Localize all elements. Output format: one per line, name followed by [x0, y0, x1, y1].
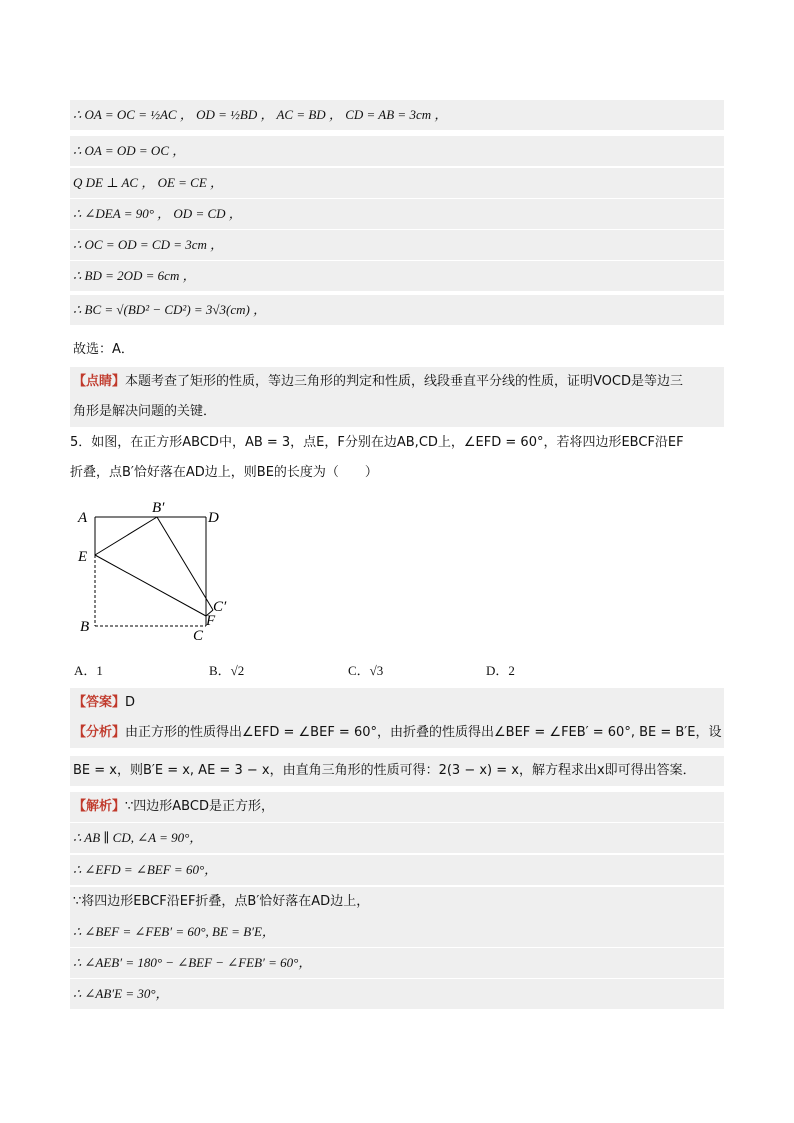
proof-line-4: ∴ ∠DEA = 90° ， OD = CD ，	[70, 199, 724, 229]
analysis-tag: 【分析】	[73, 725, 126, 740]
remark-line-1	[70, 367, 724, 397]
option-d[interactable]: D．2	[486, 663, 515, 678]
analysis-text-1: 由正方形的性质得出∠EFD = ∠BEF = 60°，由折叠的性质得出∠BEF = ∠FEB′ = 60°, BE = B′E，设	[125, 725, 722, 740]
question-line-1: 5．如图，在正方形ABCD中，AB = 3，点E，F分别在边AB,CD上，∠EFD = 60°，若将四边形EBCF沿EF	[70, 435, 684, 450]
option-a[interactable]: A．1	[74, 663, 103, 678]
proof-line-2: ∴ OA = OD = OC ，	[70, 136, 724, 166]
solution-text-1: ∵四边形ABCD是正方形，	[125, 799, 274, 814]
label-d: D	[208, 510, 219, 526]
solution-line-3: ∴ ∠EFD = ∠BEF = 60°，	[70, 855, 724, 885]
solution-line-7: ∴ ∠AB′E = 30°，	[70, 979, 724, 1009]
solution-line-1	[70, 792, 724, 822]
answer-value: D	[125, 695, 136, 710]
segment-ef	[95, 555, 206, 616]
solution-line-5: ∴ ∠BEF = ∠FEB′ = 60°, BE = B′E，	[70, 917, 724, 947]
remark-text-1: 本题考查了矩形的性质，等边三角形的判定和性质，线段垂直平分线的性质，证明VOCD是等边三	[125, 374, 684, 389]
solution-tag: 【解析】	[73, 799, 126, 814]
analysis-line-2: BE = x，则B′E = x, AE = 3 − x，由直角三角形的性质可得：2(3 − x) = x，解方程求出x即可得出答案．	[70, 756, 724, 786]
analysis-line-1	[70, 718, 724, 748]
label-b: B	[80, 619, 90, 635]
option-b[interactable]: B．√2	[209, 663, 245, 678]
proof-line-3: Q DE ⊥ AC ， OE = CE ，	[70, 168, 724, 198]
remark-line-2: 角形是解决问题的关键．	[70, 397, 724, 427]
solution-line-6: ∴ ∠AEB′ = 180° − ∠BEF − ∠FEB′ = 60°，	[70, 948, 724, 978]
solution-line-4: ∵将四边形EBCF沿EF折叠，点B′恰好落在AD边上，	[70, 887, 724, 917]
question-line-2: 折叠，点B′恰好落在AD边上，则BE的长度为（ ）	[70, 465, 378, 480]
label-b-prime: B′	[152, 500, 165, 516]
segment-eb-prime	[95, 517, 157, 555]
label-c-prime: C′	[213, 599, 227, 615]
proof-line-6: ∴ BD = 2OD = 6cm ，	[70, 261, 724, 291]
option-c[interactable]: C．√3	[348, 663, 384, 678]
label-f: F	[206, 613, 216, 629]
remark-tag: 【点睛】	[73, 374, 126, 389]
answer-tag: 【答案】	[73, 695, 126, 710]
geometry-figure	[70, 500, 240, 650]
solution-line-2: ∴ AB ∥ CD, ∠A = 90°，	[70, 823, 724, 853]
options-row	[74, 660, 674, 684]
label-e: E	[78, 549, 88, 565]
segment-b-prime-c-prime	[157, 517, 213, 610]
proof-line-7: ∴ BC = √(BD² − CD²) = 3√3(cm) ，	[70, 295, 724, 325]
choice-line: 故选：A．	[73, 342, 134, 357]
proof-line-5: ∴ OC = OD = CD = 3cm ，	[70, 230, 724, 260]
label-c: C	[193, 628, 204, 644]
label-a: A	[78, 510, 88, 526]
proof-line-1: ∴ OA = OC = ½AC ， OD = ½BD ， AC = BD ， CD = AB = 3cm ，	[70, 100, 724, 130]
answer-line	[70, 688, 724, 718]
